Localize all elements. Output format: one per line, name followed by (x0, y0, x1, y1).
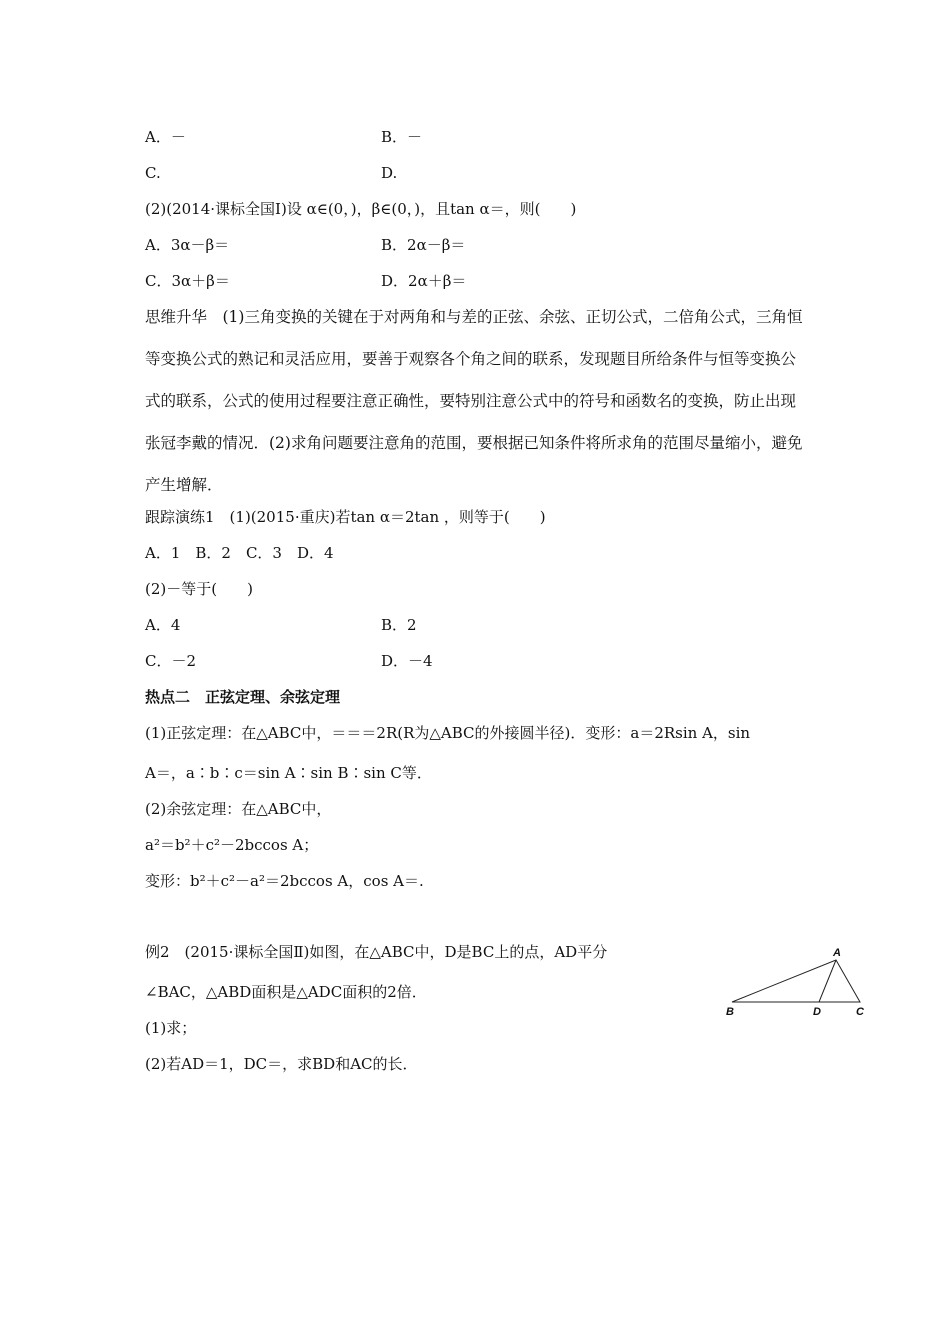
cosine-law-line-2: a²＝b²＋c²－2bccos A； (145, 836, 319, 854)
example2-line-2: ∠BAC，△ABD面积是△ADC面积的2倍． (145, 983, 427, 1001)
practice-q2-option-b: B．2 (381, 616, 417, 634)
cosine-law-line-3: 变形：b²＋c²－a²＝2bccos A，cos A＝. (145, 872, 424, 890)
practice-q2-option-a: A．4 (145, 616, 181, 634)
sine-law-line-2: A＝，a∶b∶c＝sin A∶sin B∶sin C等． (145, 764, 432, 782)
vertex-label-b: B (726, 1006, 734, 1018)
q1-option-d: D. (381, 164, 398, 182)
summary-paragraph: 思维升华 (1)三角变换的关键在于对两角和与差的正弦、余弦、正切公式，二倍角公式，三角恒等变换公式的熟记和灵活应用，要善于观察各个角之间的联系，发现题目所给条件与恒等变换公式的联系，公式的使用过程要注意正确性，要特别注意公式中的符号和函数名的变换，防止出现张冠李戴的情况．(2)求角问题要注意角的范围，要根据已知条件将所求角的范围尽量缩小，避免产生增解． (145, 308, 803, 494)
sine-law-line-1: (1)正弦定理：在△ABC中，＝＝＝2R(R为△ABC的外接圆半径)．变形：a＝2Rsin A，sin (145, 724, 751, 742)
q1-option-c: C. (145, 164, 161, 182)
triangle-figure (722, 944, 872, 1022)
cosine-law-line-1: (2)余弦定理：在△ABC中， (145, 800, 332, 818)
example2-line-4: (2)若AD＝1，DC＝，求BD和AC的长． (145, 1055, 418, 1073)
example2-line-3: (1)求； (145, 1019, 197, 1037)
section-heading: 热点二 正弦定理、余弦定理 (145, 688, 341, 706)
q2-option-d: D．2α＋β＝ (381, 272, 467, 290)
q2-stem: (2)(2014·课标全国Ⅰ)设 α∈(0，)，β∈(0，)，且tan α＝，则( ) (145, 200, 577, 218)
vertex-label-a: A (833, 947, 841, 959)
vertex-label-c: C (856, 1006, 864, 1018)
example2-line-1: 例2 (2015·课标全国Ⅱ)如图，在△ABC中，D是BC上的点，AD平分 (145, 943, 608, 961)
q1-option-a: A．－ (145, 128, 186, 146)
q2-option-b: B．2α－β＝ (381, 236, 466, 254)
practice-q1-stem: 跟踪演练1 (1)(2015·重庆)若tan α＝2tan ，则等于( ) (145, 508, 546, 526)
triangle-abc (732, 960, 860, 1002)
q2-option-a: A．3α－β＝ (145, 236, 230, 254)
practice-q1-options: A．1 B．2 C．3 D．4 (145, 544, 334, 562)
vertex-label-d: D (813, 1006, 821, 1018)
practice-q2-option-d: D．－4 (381, 652, 433, 670)
q2-option-c: C．3α＋β＝ (145, 272, 230, 290)
q1-option-b: B．－ (381, 128, 423, 146)
practice-q2-stem: (2)－等于( ) (145, 580, 253, 598)
practice-q2-option-c: C．－2 (145, 652, 197, 670)
